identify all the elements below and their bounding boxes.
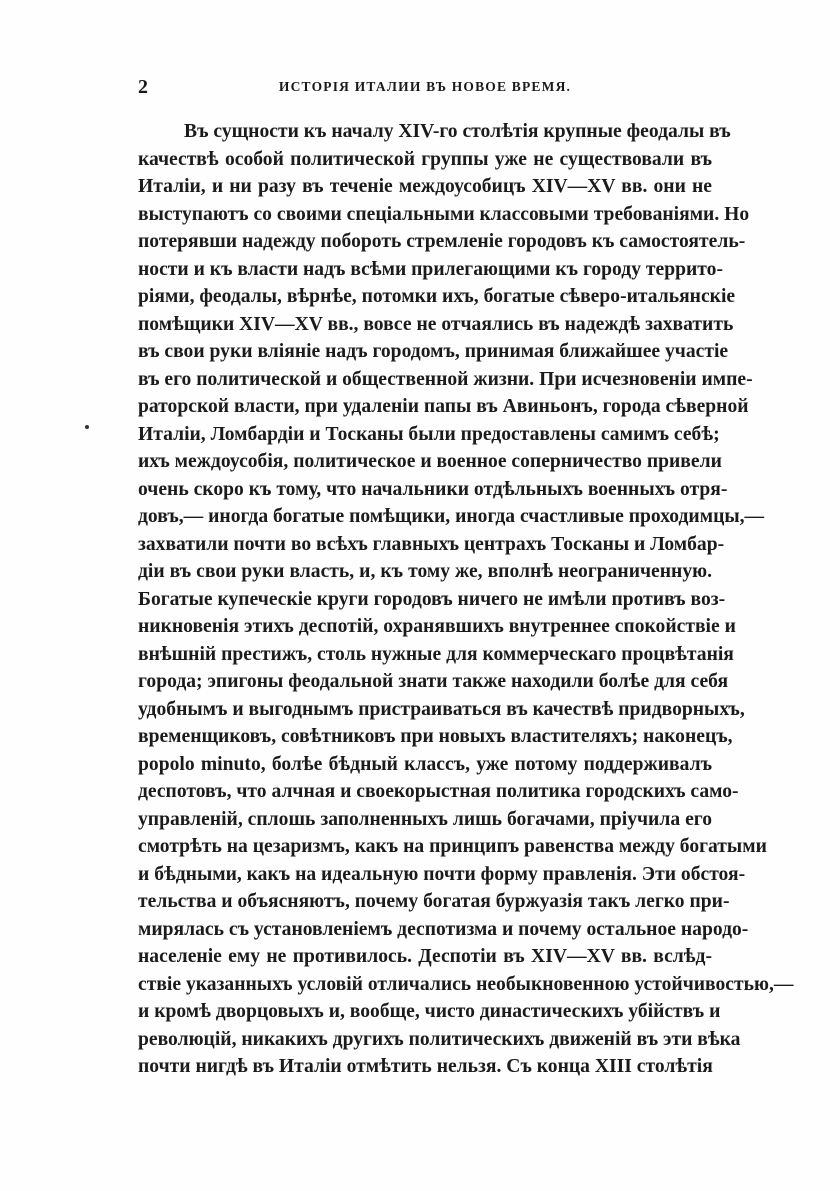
text-line: деспотовъ, что алчная и своекорыстная политика городскихъ само- [138, 781, 739, 802]
text-line: Въ сущности къ началу XIV-го столѣтія крупные феодалы въ [184, 121, 731, 142]
text-line: потерявши надежду побороть стремленіе городовъ къ самостоятель- [138, 231, 746, 252]
text-line: почти нигдѣ въ Италіи отмѣтить нельзя. Съ конца XIII столѣтія [138, 1056, 713, 1077]
running-title: ИСТОРІЯ ИТАЛИИ ВЪ НОВОЕ ВРЕМЯ. [278, 79, 572, 94]
text-line: качествѣ особой политической группы уже не существовали въ [138, 148, 712, 170]
text-line: тельства и объясняютъ, почему богатая буржуазія такъ легко при- [138, 891, 730, 912]
text-line: временщиковъ, совѣтниковъ при новыхъ властителяхъ; наконецъ, [138, 726, 733, 747]
text-line: управленій, сплошь заполненныхъ лишь богачами, пріучила его [138, 808, 712, 830]
page-header [138, 74, 712, 100]
text-line: очень скоро къ тому, что начальники отдѣльныхъ военныхъ отря- [138, 478, 728, 500]
body-text [138, 118, 794, 1081]
text-line: города; эпигоны феодальной знати также находили болѣе для себя [138, 671, 729, 692]
text-line: въ его политической и общественной жизни. При исчезновеніи импе- [138, 368, 753, 390]
text-line: Италіи, Ломбардіи и Тосканы были предоставлены самимъ себѣ; [138, 423, 720, 445]
text-line: Богатые купеческіе круги городовъ ничего не имѣли противъ воз- [138, 588, 726, 610]
text-line: и бѣдными, какъ на идеальную почти форму правленія. Эти обстоя- [138, 863, 746, 885]
text-line: выступаютъ со своими спеціальными классовыми требованіями. Но [138, 203, 750, 225]
text-line: въ свои руки вліяніе надъ городомъ, принимая ближайшее участіе [138, 341, 729, 362]
text-line: удобнымъ и выгоднымъ пристраиваться въ качествѣ придворныхъ, [138, 698, 745, 720]
text-line: раторской власти, при удаленіи папы въ Авиньонъ, города сѣверной [138, 396, 749, 417]
text-line: ихъ междоусобія, политическое и военное соперничество привели [138, 451, 722, 472]
text-line: помѣщики XIV—XV вв., вовсе не отчаялись въ надеждѣ захватить [138, 313, 734, 335]
text-line: мирялась съ установленіемъ деспотизма и почему остальное народо- [138, 918, 749, 940]
text-line: внѣшній престижъ, столь нужные для коммерческаго процвѣтанія [138, 643, 734, 665]
text-line: довъ,— иногда богатые помѣщики, иногда счастливые проходимцы,— [138, 506, 765, 527]
text-line: ствіе указанныхъ условій отличались необыкновенною устойчивостью,— [138, 973, 794, 995]
text-line: Италіи, и ни разу въ теченіе междоусобицъ XIV—XV вв. они не [138, 176, 712, 197]
text-line: ности и къ власти надъ всѣми прилегающими къ городу террито- [138, 258, 723, 280]
text-line: никновенія этихъ деспотій, охранявшихъ внутреннее спокойствіе и [138, 616, 736, 637]
text-line: смотрѣть на цезаризмъ, какъ на принципъ равенства между богатыми [138, 836, 767, 857]
text-line: и кромѣ дворцовыхъ и, вообще, чисто династическихъ убійствъ и [138, 1001, 721, 1022]
text-line: захватили почти во всѣхъ главныхъ центрахъ Тосканы и Ломбар- [138, 533, 725, 555]
margin-mark [85, 425, 89, 429]
page-number: 2 [138, 76, 148, 98]
text-line: діи въ свои руки власть, и, къ тому же, вполнѣ неограниченную. [138, 561, 712, 582]
text-line: ріями, феодалы, вѣрнѣе, потомки ихъ, богатые сѣверо-итальянскіе [138, 286, 736, 307]
text-line: революцій, никакихъ другихъ политическихъ движеній въ эти вѣка [138, 1028, 741, 1050]
text-line: населеніе ему не противилось. Деспотіи въ XIV—XV вв. вслѣд- [138, 946, 712, 967]
text-line: popolo minuto, болѣе бѣдный классъ, уже потому поддерживалъ [138, 753, 712, 775]
